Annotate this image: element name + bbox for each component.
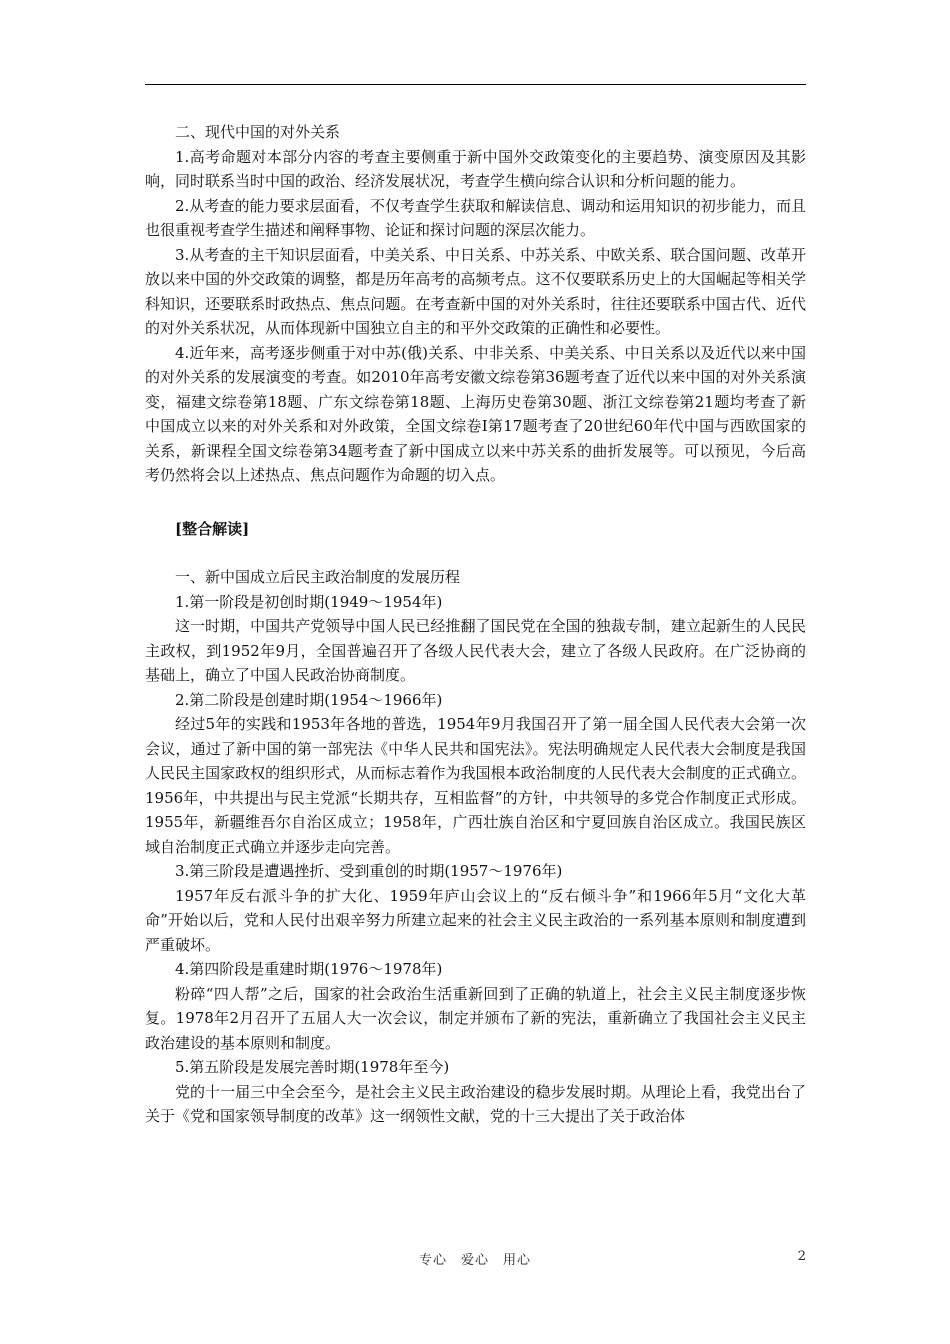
stage-4-body: 粉碎“四人帮”之后，国家的社会政治生活重新回到了正确的轨道上，社会主义民主制度逐步恢复。1978年2月召开了五届人大一次会议，制定并颁布了新的宪法，重新确立了我国社会主义民主政治建设的基本原则和制度。 (145, 984, 806, 1052)
part2-paragraph-2: 2.从考查的能力要求层面看，不仅考查学生获取和解读信息、调动和运用知识的初步能力，而且也很重视考查学生描述和阐释事物、论证和探讨问题的深层次能力。 (145, 196, 806, 239)
stage-3-body: 1957年反右派斗争的扩大化、1959年庐山会议上的“反右倾斗争”和1966年5月“文化大革命”开始以后，党和人民付出艰辛努力所建立起来的社会主义民主政治的一系列基本原则和制度遭到严重破坏。 (145, 886, 806, 954)
stage-1-body: 这一时期，中国共产党领导中国人民已经推翻了国民党在全国的独裁专制，建立起新生的人民民主政权，到1952年9月，全国普遍召开了各级人民代表大会，建立了各级人民政府。在广泛协商的基础上，确立了中国人民政治协商制度。 (145, 617, 806, 684)
part2-paragraph-1: 1.高考命题对本部分内容的考查主要侧重于新中国外交政策变化的主要趋势、演变原因及其影响，同时联系当时中国的政治、经济发展状况，考查学生横向综合认识和分析问题的能力。 (145, 147, 806, 190)
stage-1-title: 1.第一阶段是初创时期(1949～1954年) (175, 592, 443, 611)
part2-paragraph-3: 3.从考查的主干知识层面看，中美关系、中日关系、中苏关系、中欧关系、联合国问题、改革开放以来中国的外交政策的调整，都是历年高考的高频考点。这不仅要联系历史上的大国崛起等相关学科知识，还要联系时政热点、焦点问题。在考查新中国的对外关系时，往往还要联系中国古代、近代的对外关系状况，从而体现新中国独立自主的和平外交政策的正确性和必要性。 (145, 245, 806, 337)
header-rule (145, 84, 806, 85)
part2-paragraph-4: 4.近年来，高考逐步侧重于对中苏(俄)关系、中非关系、中美关系、中日关系以及近代以来中国的对外关系的发展演变的考查。如2010年高考安徽文综卷第36题考查了近代以来中国的对外关系演变，福建文综卷第18题、广东文综卷第18题、上海历史卷第30题、浙江文综卷第21题均考查了新中国成立以来的对外关系和对外政策，全国文综卷Ⅰ第17题考查了20世纪60年代中国与西欧国家的关系，新课程全国文综卷第34题考查了新中国成立以来中苏关系的曲折发展等。可以预见，今后高考仍然将会以上述热点、焦点问题作为命题的切入点。 (145, 343, 806, 484)
stage-3-title: 3.第三阶段是遭遇挫折、受到重创的时期(1957～1976年) (175, 862, 563, 880)
section-title: [整合解读] (175, 519, 250, 538)
footer-motto: 专心 爱心 用心 (418, 1253, 531, 1268)
stage-4-title: 4.第四阶段是重建时期(1976～1978年) (175, 960, 443, 978)
spacer (145, 541, 806, 565)
stage-5-body: 党的十一届三中全会至今，是社会主义民主政治建设的稳步发展时期。从理论上看，我党出台了关于《党和国家领导制度的改革》这一纲领性文献，党的十三大提出了关于政治体 (145, 1082, 806, 1125)
part1-heading: 一、新中国成立后民主政治制度的发展历程 (175, 568, 461, 586)
stage-2-body: 经过5年的实践和1953年各地的普选，1954年9月我国召开了第一届全国人民代表大会第一次会议，通过了新中国的第一部宪法《中华人民共和国宪法》。宪法明确规定人民代表大会制度是我国人民民主国家政权的组织形式，从而标志着作为我国根本政治制度的人民代表大会制度的正式确立。1956年，中共提出与民主党派“长期共存，互相监督”的方针，中共领导的多党合作制度正式形成。1955年，新疆维吾尔自治区成立；1958年，广西壮族自治区和宁夏回族自治区成立。我国民族区域自治制度正式确立并逐步走向完善。 (145, 715, 806, 856)
page-number: 2 (797, 1249, 806, 1264)
stage-2-title: 2.第二阶段是创建时期(1954～1966年) (175, 690, 443, 709)
part2-heading: 二、现代中国的对外关系 (175, 123, 341, 141)
page-footer (0, 1249, 950, 1269)
page-content (145, 120, 806, 1129)
spacer (145, 488, 806, 517)
stage-5-title: 5.第五阶段是发展完善时期(1978年至今) (175, 1058, 450, 1076)
